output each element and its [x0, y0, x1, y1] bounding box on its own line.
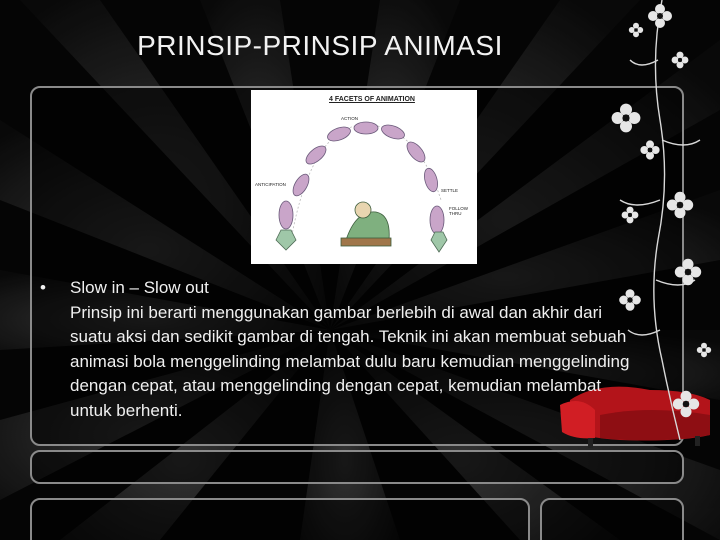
figure-label-action: ACTION [341, 116, 359, 121]
bullet-paragraph: Prinsip ini berarti menggunakan gambar berlebih di awal dan akhir dari suatu aksi dan sedikit gambar di tengah. Teknik ini akan membuat sebuah animasi bola menggelinding melambat dulu baru kemudian menggelinding dengan cepat, atau menggelinding dengan cepat, kemudian melambat untuk berhenti. [70, 302, 630, 420]
figure-label-settle: SETTLE [441, 188, 459, 193]
figure-label-anticipation: ANTICIPATION [255, 182, 286, 187]
animation-facets-illustration [251, 90, 477, 264]
figure-label-follow-thru: FOLLOW THRU [449, 206, 469, 216]
bullet-symbol: • [40, 278, 46, 297]
bottom-bar-panel [30, 450, 684, 484]
bullet-item [40, 276, 640, 301]
character-arc-drawing [251, 90, 477, 264]
bullet-heading: Slow in – Slow out [70, 278, 209, 297]
figure-heading: 4 FACETS OF ANIMATION [329, 96, 415, 103]
slide-content [40, 276, 640, 423]
footer-right-panel [540, 498, 684, 540]
slide-title: PRINSIP-PRINSIP ANIMASI [137, 30, 503, 61]
footer-left-panel [30, 498, 530, 540]
